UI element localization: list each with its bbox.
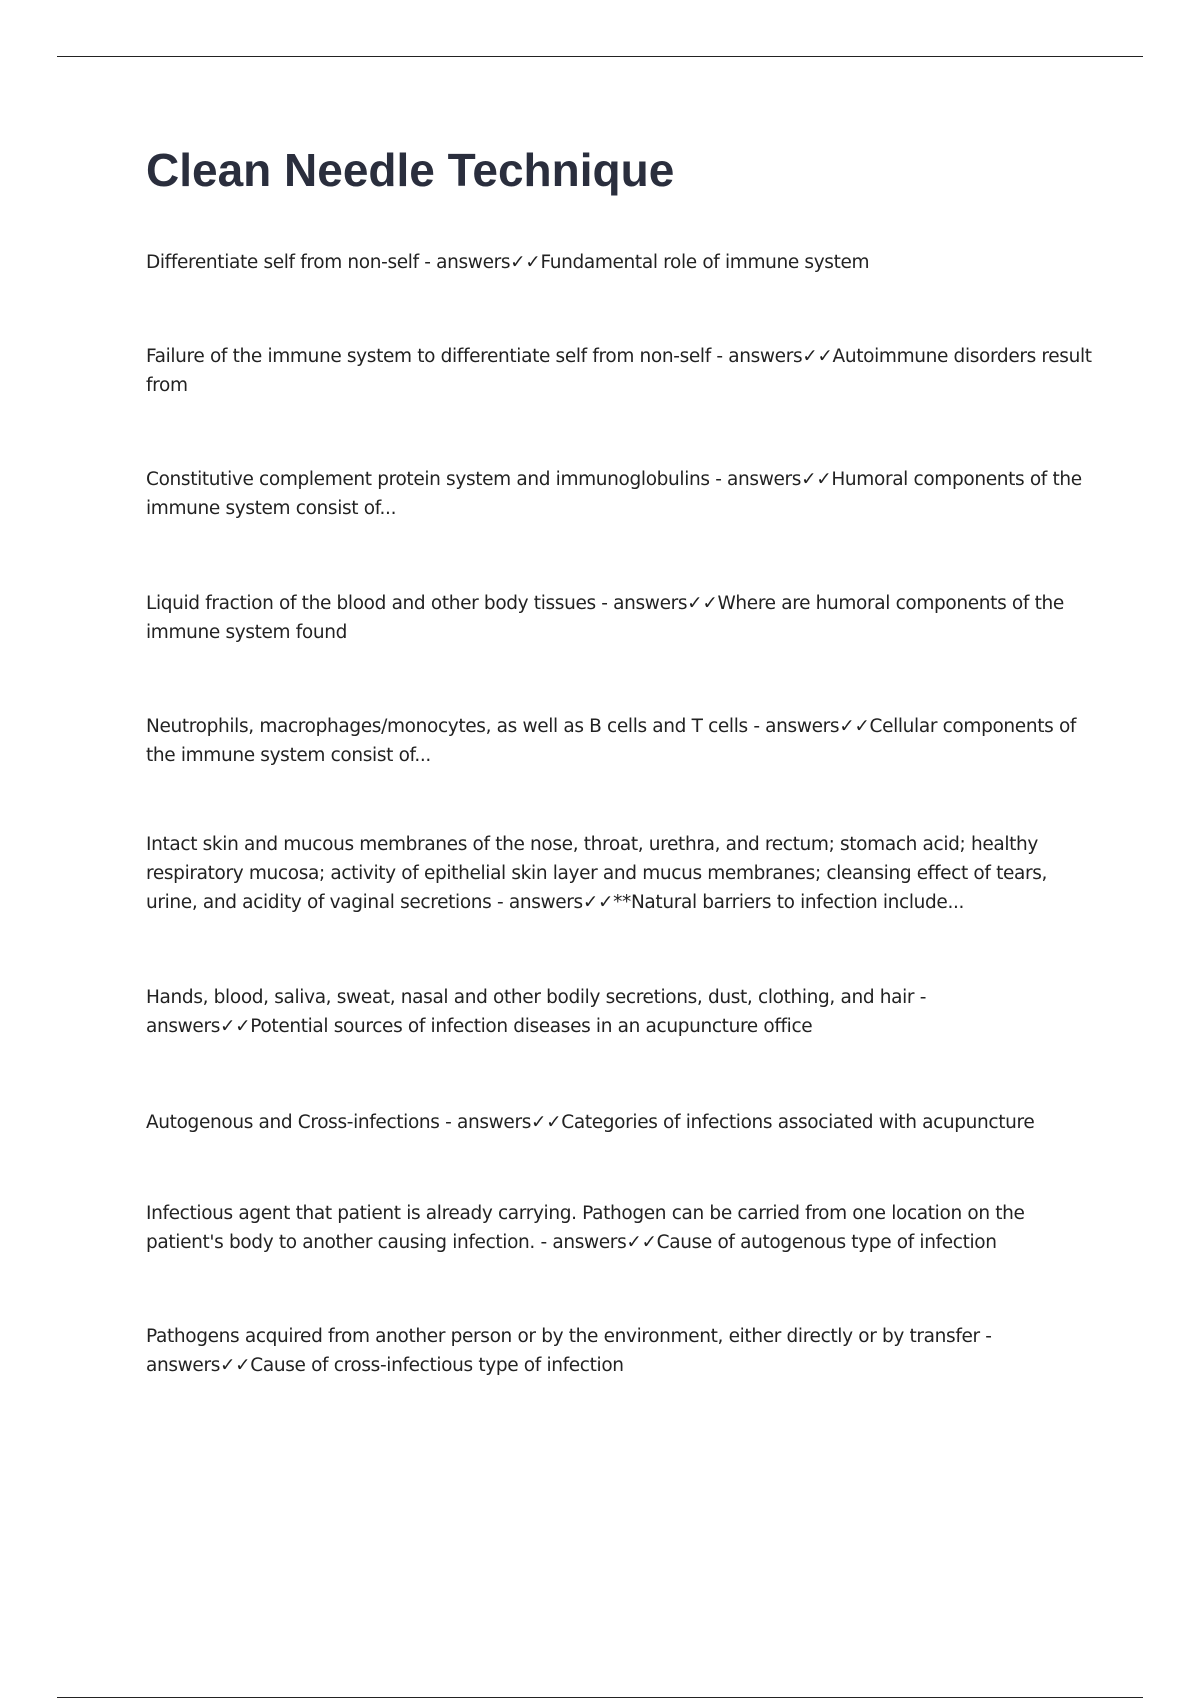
qa-entry-7: Hands, blood, saliva, sweat, nasal and other bodily secretions, dust, clothing, and hair - answers✓✓Potential sources of infection diseases in an acupuncture office — [146, 987, 927, 1037]
qa-entry-3: Constitutive complement protein system and immunoglobulins - answers✓✓Humoral components of the immune system consist of... — [146, 469, 1082, 519]
qa-entry-9: Infectious agent that patient is already carrying. Pathogen can be carried from one location on the patient's body to another causing infection. - answers✓✓Cause of autogenous type of infection — [146, 1203, 1025, 1253]
qa-entry-6: Intact skin and mucous membranes of the nose, throat, urethra, and rectum; stomach acid; healthy respiratory mucosa; activity of epithelial skin layer and mucus membranes; cleansing effect of tears, urine, and acidity of vaginal secretions - answers✓✓**Natural barriers to infection include... — [146, 834, 1048, 913]
qa-entry-2: Failure of the immune system to differentiate self from non-self - answers✓✓Autoimmune disorders result from — [146, 346, 1092, 396]
bottom-rule — [57, 1697, 1143, 1698]
top-rule — [57, 56, 1143, 57]
qa-entry-4: Liquid fraction of the blood and other body tissues - answers✓✓Where are humoral components of the immune system found — [146, 593, 1064, 643]
qa-entry-1: Differentiate self from non-self - answers✓✓Fundamental role of immune system — [146, 252, 870, 273]
qa-entry-5: Neutrophils, macrophages/monocytes, as well as B cells and T cells - answers✓✓Cellular components of the immune system consist of... — [146, 716, 1077, 766]
page-title: Clean Needle Technique — [146, 144, 675, 196]
qa-entry-10: Pathogens acquired from another person or by the environment, either directly or by transfer - answers✓✓Cause of cross-infectious type of infection — [146, 1326, 992, 1376]
qa-entry-8: Autogenous and Cross-infections - answers✓✓Categories of infections associated with acupuncture — [146, 1112, 1035, 1133]
